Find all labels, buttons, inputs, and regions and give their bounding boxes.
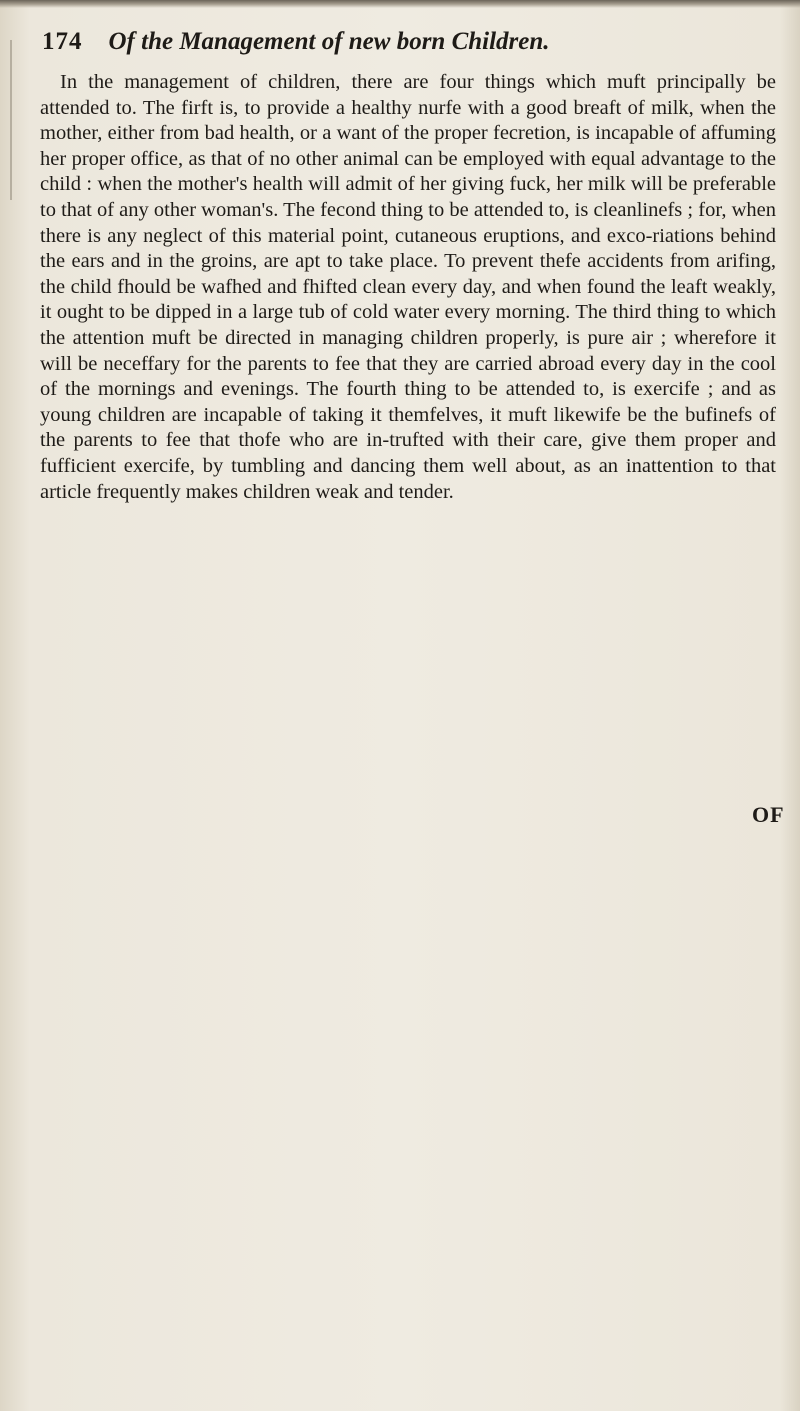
gutter-shadow bbox=[10, 40, 12, 200]
running-head bbox=[42, 28, 762, 68]
top-edge-rule bbox=[0, 0, 800, 8]
page-number: 174 bbox=[42, 28, 83, 55]
body-paragraph: In the management of children, there are four things which muft principally be attended to. The firft is, to provide a healthy nurfe with a good breaft of milk, when the mother, either from bad health, or a want of the proper fecretion, is incapable of affuming her proper office, as that of no other animal can be employed with equal advantage to the child : when the mother's health will admit of her giving fuck, her milk will be preferable to that of any other woman's. The fecond thing to be attended to, is cleanlinefs ; for, when there is any neglect of this material point, cutaneous eruptions, and exco-riations behind the ears and in the groins, are apt to take place. To prevent thefe accidents from arifing, the child fhould be wafhed and fhifted clean every day, and when found the leaft weakly, it ought to be dipped in a large tub of cold water every morning. The third thing to which the attention muft be directed in managing children properly, is pure air ; wherefore it will be neceffary for the parents to fee that they are carried abroad every day in the cool of the mornings and evenings. The fourth thing to be attended to, is exercife ; and as young children are incapable of taking it themfelves, it muft likewife be the bufinefs of the parents to fee that thofe who are in-trufted with their care, give them proper and fufficient exercife, by tumbling and dancing them well about, as an inattention to that article frequently makes children weak and tender. bbox=[40, 71, 776, 503]
running-title: Of the Management of new born Children. bbox=[108, 28, 550, 55]
catchword: OF bbox=[752, 802, 785, 827]
